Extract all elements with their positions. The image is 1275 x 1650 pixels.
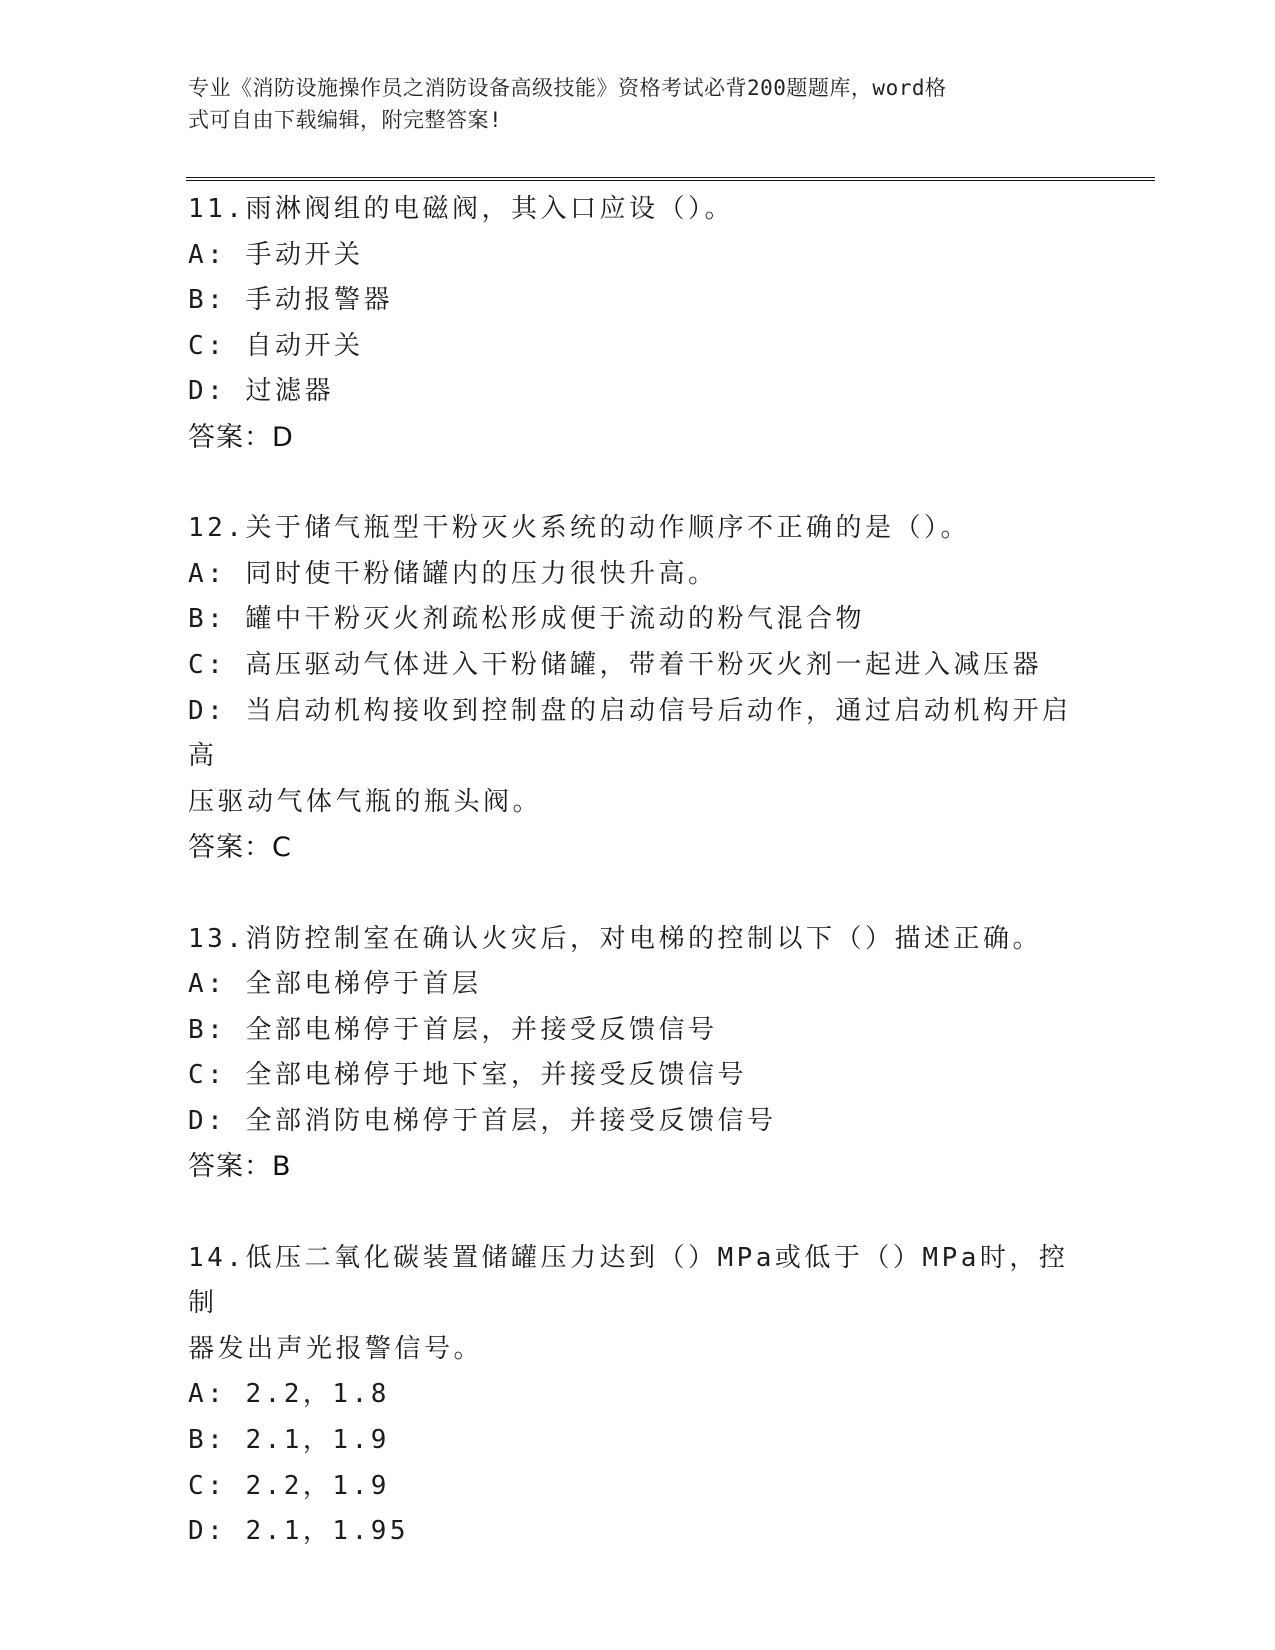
answer-line: 答案：C <box>188 832 292 864</box>
header-divider <box>186 177 1155 181</box>
option-b: B: 罐中干粉灭火剂疏松形成便于流动的粉气混合物 <box>188 604 865 635</box>
option-b: B: 2.1，1.9 <box>188 1425 390 1456</box>
question-13 <box>188 917 1088 1191</box>
document-header <box>188 72 1068 136</box>
question-12 <box>188 506 1088 871</box>
option-c: C: 高压驱动气体进入干粉储罐，带着干粉灭火剂一起进入减压器 <box>188 649 1042 680</box>
question-stem: 12.关于储气瓶型干粉灭火系统的动作顺序不正确的是（）。 <box>188 513 970 544</box>
option-c: C: 全部电梯停于地下室，并接受反馈信号 <box>188 1060 747 1091</box>
option-d: D: 当启动机构接收到控制盘的启动信号后动作，通过启动机构开启高 <box>188 695 1072 772</box>
spacer <box>188 461 1088 507</box>
answer-line: 答案：B <box>188 1151 292 1183</box>
option-d-continued: 压驱动气体气瓶的瓶头阀。 <box>188 786 543 817</box>
header-line-2: 式可自由下载编辑，附完整答案! <box>188 108 503 132</box>
option-d: D: 过滤器 <box>188 376 334 407</box>
question-stem: 11.雨淋阀组的电磁阀，其入口应设（）。 <box>188 194 734 224</box>
option-d: D: 2.1，1.95 <box>188 1516 410 1547</box>
option-a: A: 同时使干粉储罐内的压力很快升高。 <box>188 558 718 589</box>
question-stem: 14.低压二氧化碳装置储罐压力达到（）MPa或低于（）MPa时，控制 <box>188 1242 1069 1319</box>
option-a: A: 2.2，1.8 <box>188 1379 390 1410</box>
option-a: A: 手动开关 <box>188 239 364 270</box>
question-14 <box>188 1236 1088 1555</box>
option-c: C: 2.2，1.9 <box>188 1470 390 1501</box>
question-stem-continued: 器发出声光报警信号。 <box>188 1333 484 1364</box>
option-b: B: 手动报警器 <box>188 285 393 316</box>
answer-line: 答案：D <box>188 421 294 453</box>
spacer <box>188 871 1088 917</box>
question-11 <box>188 187 1088 461</box>
option-d: D: 全部消防电梯停于首层，并接受反馈信号 <box>188 1105 777 1136</box>
question-list <box>188 187 1088 1555</box>
option-c: C: 自动开关 <box>188 330 364 361</box>
spacer <box>188 1190 1088 1236</box>
option-b: B: 全部电梯停于首层，并接受反馈信号 <box>188 1014 718 1045</box>
option-a: A: 全部电梯停于首层 <box>188 969 482 1000</box>
question-stem: 13.消防控制室在确认火灾后，对电梯的控制以下（）描述正确。 <box>188 923 1042 954</box>
header-line-1: 专业《消防设施操作员之消防设备高级技能》资格考试必背200题题库，word格 <box>188 76 947 100</box>
